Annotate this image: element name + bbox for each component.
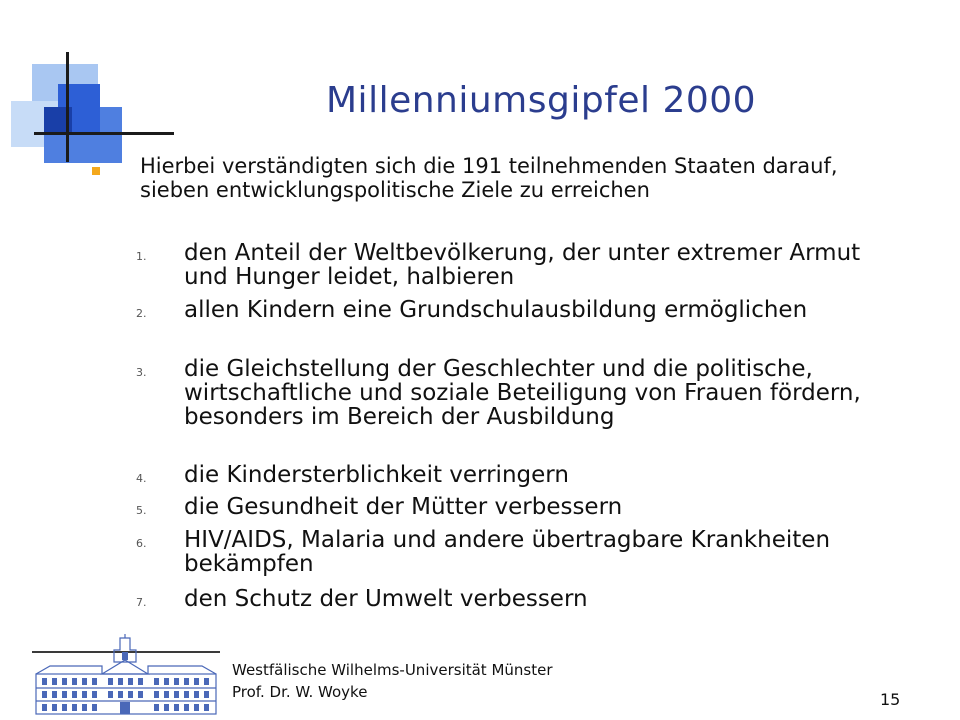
list-text: den Schutz der Umwelt verbessern	[184, 586, 588, 612]
list-number: 5.	[136, 504, 147, 517]
list-text: die Kindersterblichkeit verringern	[184, 462, 569, 488]
university-building-logo	[30, 634, 222, 716]
decor-line-vertical	[66, 52, 69, 162]
list-text: HIV/AIDS, Malaria und andere übertragbare Krankheiten bekämpfen	[184, 527, 831, 577]
list-number: 3.	[136, 366, 147, 379]
footer-author: Prof. Dr. W. Woyke	[232, 683, 368, 701]
list-number: 7.	[136, 596, 147, 609]
slide-title: Millenniumsgipfel 2000	[326, 80, 757, 121]
list-text: allen Kindern eine Grundschulausbildung ermöglichen	[184, 297, 808, 323]
list-text: den Anteil der Weltbevölkerung, der unter extremer Armut und Hunger leidet, halbieren	[184, 240, 861, 290]
list-number: 6.	[136, 537, 147, 550]
intro-text: Hierbei verständigten sich die 191 teilnehmenden Staaten darauf, sieben entwicklungspolitische Ziele zu erreichen	[140, 154, 838, 202]
list-text: die Gleichstellung der Geschlechter und die politische, wirtschaftliche und soziale Beteiligung von Frauen fördern, besonders im Bereich der Ausbildung	[184, 356, 861, 430]
list-number: 1.	[136, 250, 147, 263]
list-number: 4.	[136, 472, 147, 485]
decor-line-horizontal	[34, 132, 174, 135]
list-text: die Gesundheit der Mütter verbessern	[184, 494, 623, 520]
list-number: 2.	[136, 307, 147, 320]
square-bullet-icon	[92, 167, 100, 175]
page-number: 15	[880, 690, 901, 709]
footer-university: Westfälische Wilhelms-Universität Münster	[232, 661, 553, 679]
